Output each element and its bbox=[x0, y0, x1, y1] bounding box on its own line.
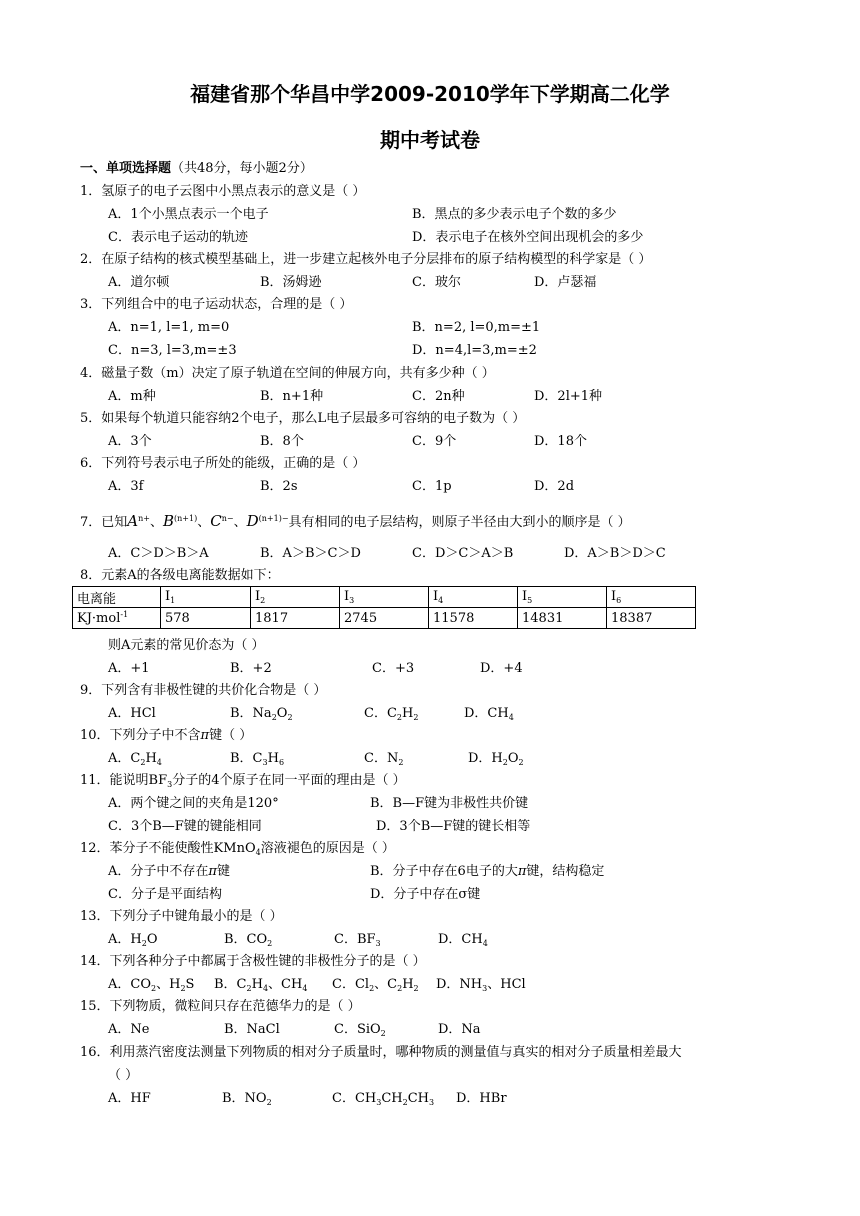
q13-option-d: D．$CH_4$ bbox=[438, 932, 488, 948]
q2-option-d: D．卢瑟福 bbox=[534, 275, 597, 290]
q3-option-b: B．n=2, l=0,m=±1 bbox=[412, 320, 541, 335]
question-13-stem: 13．下列分子中键角最小的是（ ） bbox=[80, 909, 283, 924]
q1-option-c: C．表示电子运动的轨迹 bbox=[108, 230, 248, 245]
q5-option-c: C．9个 bbox=[412, 434, 457, 449]
exam-subtitle: 期中考试卷 bbox=[380, 128, 480, 152]
table-header-cell: $I_3$ bbox=[340, 587, 429, 608]
question-6-stem: 6．下列符号表示电子所处的能级，正确的是（ ） bbox=[80, 456, 366, 471]
table-cell: 578 bbox=[161, 608, 251, 629]
q3-option-d: D．n=4,l=3,m=±2 bbox=[412, 343, 537, 358]
q5-option-b: B．8个 bbox=[260, 434, 304, 449]
q14-option-d: D．$NH_3$、HCl bbox=[436, 977, 526, 993]
q6-option-d: D．2d bbox=[534, 479, 575, 494]
q3-option-a: A．n=1, l=1, m=0 bbox=[108, 320, 230, 335]
q5-option-d: D．18个 bbox=[534, 434, 587, 449]
q13-option-b: B．$CO_2$ bbox=[224, 932, 273, 948]
q7-option-d: D．A＞B＞D＞C bbox=[564, 546, 666, 561]
table-cell: 1817 bbox=[251, 608, 340, 629]
q11-option-c: C．3个B—F键的键能相同 bbox=[108, 819, 262, 834]
exam-title: 福建省那个华昌中学2009-2010学年下学期高二化学 bbox=[190, 82, 670, 106]
q12-option-c: C．分子是平面结构 bbox=[108, 887, 222, 902]
table-cell: 11578 bbox=[429, 608, 518, 629]
q14-option-a: A．$CO_2$、$H_2S$ bbox=[108, 977, 195, 993]
q16-option-d: D．HBr bbox=[456, 1091, 507, 1106]
table-cell: 18387 bbox=[607, 608, 696, 629]
table-header-cell: $I_5$ bbox=[518, 587, 607, 608]
q11-option-a: A．两个键之间的夹角是120° bbox=[108, 796, 279, 811]
q4-option-a: A．m种 bbox=[108, 389, 156, 404]
ionization-energy-table bbox=[72, 586, 696, 629]
table-header-cell: $I_4$ bbox=[429, 587, 518, 608]
q7-option-a: A．C＞D＞B＞A bbox=[108, 546, 209, 561]
q15-option-c: C．SiO$_2$ bbox=[334, 1022, 386, 1038]
question-12-stem: 12．苯分子不能使酸性KMnO$_4$溶液褪色的原因是（ ） bbox=[80, 841, 395, 857]
question-11-stem: 11．能说明$BF_3$分子的4个原子在同一平面的理由是（ ） bbox=[80, 773, 406, 789]
question-16-paren: （ ） bbox=[108, 1068, 139, 1083]
q9-option-a: A．HCl bbox=[108, 706, 156, 721]
question-1-stem: 1．氢原子的电子云图中小黑点表示的意义是（ ） bbox=[80, 184, 366, 199]
question-8-sub: 则A元素的常见价态为（ ） bbox=[108, 638, 265, 653]
question-2-stem: 2．在原子结构的核式模型基础上，进一步建立起核外电子分层排布的原子结构模型的科学家是（ ） bbox=[80, 252, 652, 267]
question-5-stem: 5．如果每个轨道只能容纳2个电子，那么L电子层最多可容纳的电子数为（ ） bbox=[80, 411, 526, 426]
q1-option-b: B．黑点的多少表示电子个数的多少 bbox=[412, 207, 617, 222]
q15-option-b: B．NaCl bbox=[224, 1022, 280, 1037]
q13-option-c: C．$BF_3$ bbox=[334, 932, 381, 948]
q16-option-b: B．$NO_2$ bbox=[222, 1091, 272, 1107]
q7-option-c: C．D＞C＞A＞B bbox=[412, 546, 514, 561]
table-row bbox=[73, 608, 696, 629]
q13-option-a: A．$H_2O$ bbox=[108, 932, 158, 948]
q8-option-a: A．+1 bbox=[108, 661, 150, 676]
table-cell: 14831 bbox=[518, 608, 607, 629]
question-7-stem: 7．已知$A^{n+}$、$B^{(n+1)}$、$C^{n-}$、$D^{(n+1)-}$具有相同的电子层结构，则原子半径由大到小的顺序是（ ） bbox=[80, 512, 631, 530]
question-14-stem: 14．下列各种分子中都属于含极性键的非极性分子的是（ ） bbox=[80, 954, 426, 969]
q12-option-a: A．分子中不存在π键 bbox=[108, 864, 230, 879]
q16-option-c: C．$CH_3CH_2CH_3$ bbox=[332, 1091, 435, 1107]
question-4-stem: 4．磁量子数（m）决定了原子轨道在空间的伸展方向，共有多少种（ ） bbox=[80, 366, 495, 381]
q8-option-d: D．+4 bbox=[480, 661, 523, 676]
q4-option-b: B．n+1种 bbox=[260, 389, 324, 404]
q10-option-b: B．$C_3H_6$ bbox=[230, 751, 285, 767]
q11-option-d: D．3个B—F键的键长相等 bbox=[376, 819, 531, 834]
q12-option-d: D．分子中存在σ键 bbox=[370, 887, 481, 902]
q9-option-b: B．$Na_2O_2$ bbox=[230, 706, 293, 722]
q16-option-a: A．HF bbox=[108, 1091, 151, 1106]
q9-option-c: C．$C_2H_2$ bbox=[364, 706, 419, 722]
table-cell: 2745 bbox=[340, 608, 429, 629]
q9-option-d: D．$CH_4$ bbox=[464, 706, 514, 722]
question-16-stem: 16．利用蒸汽密度法测量下列物质的相对分子质量时，哪种物质的测量值与真实的相对分子质量相差最大 bbox=[80, 1045, 682, 1060]
table-header-cell: $I_1$ bbox=[161, 587, 251, 608]
q12-option-b: B．分子中存在6电子的大π键，结构稳定 bbox=[370, 864, 605, 879]
q2-option-c: C．玻尔 bbox=[412, 275, 461, 290]
q8-option-b: B．+2 bbox=[230, 661, 272, 676]
q10-option-a: A．$C_2H_4$ bbox=[108, 751, 162, 767]
q6-option-b: B．2s bbox=[260, 479, 298, 494]
q10-option-d: D．$H_2O_2$ bbox=[468, 751, 524, 767]
q5-option-a: A．3个 bbox=[108, 434, 152, 449]
q10-option-c: C．$N_2$ bbox=[364, 751, 404, 767]
q14-option-c: C．$Cl_2$、$C_2H_2$ bbox=[332, 977, 419, 993]
table-header-cell: 电离能 bbox=[73, 587, 161, 608]
q4-option-c: C．2n种 bbox=[412, 389, 465, 404]
q1-option-d: D．表示电子在核外空间出现机会的多少 bbox=[412, 230, 644, 245]
q14-option-b: B．$C_2H_4$、$CH_4$ bbox=[214, 977, 308, 993]
q6-option-a: A．3f bbox=[108, 479, 144, 494]
q2-option-b: B．汤姆逊 bbox=[260, 275, 322, 290]
q8-option-c: C．+3 bbox=[372, 661, 415, 676]
q11-option-b: B．B—F键为非极性共价键 bbox=[370, 796, 529, 811]
q2-option-a: A．道尔顿 bbox=[108, 275, 170, 290]
question-10-stem: 10．下列分子中不含π键（ ） bbox=[80, 728, 253, 743]
q15-option-d: D．Na bbox=[438, 1022, 481, 1037]
q1-option-a: A．1个小黑点表示一个电子 bbox=[108, 207, 269, 222]
table-row bbox=[73, 587, 696, 608]
table-cell: KJ·mol$^{-1}$ bbox=[73, 608, 161, 629]
q3-option-c: C．n=3, l=3,m=±3 bbox=[108, 343, 237, 358]
section-heading: 一、单项选择题（共48分，每小题2分） bbox=[80, 161, 313, 176]
q6-option-c: C．1p bbox=[412, 479, 452, 494]
table-header-cell: $I_2$ bbox=[251, 587, 340, 608]
table-header-cell: $I_6$ bbox=[607, 587, 696, 608]
q7-option-b: B．A＞B＞C＞D bbox=[260, 546, 361, 561]
question-8-stem: 8．元素A的各级电离能数据如下： bbox=[80, 568, 280, 583]
question-9-stem: 9．下列含有非极性键的共价化合物是（ ） bbox=[80, 683, 327, 698]
q4-option-d: D．2l+1种 bbox=[534, 389, 603, 404]
question-15-stem: 15．下列物质，微粒间只存在范德华力的是（ ） bbox=[80, 999, 361, 1014]
q15-option-a: A．Ne bbox=[108, 1022, 150, 1037]
question-3-stem: 3．下列组合中的电子运动状态，合理的是（ ） bbox=[80, 297, 353, 312]
